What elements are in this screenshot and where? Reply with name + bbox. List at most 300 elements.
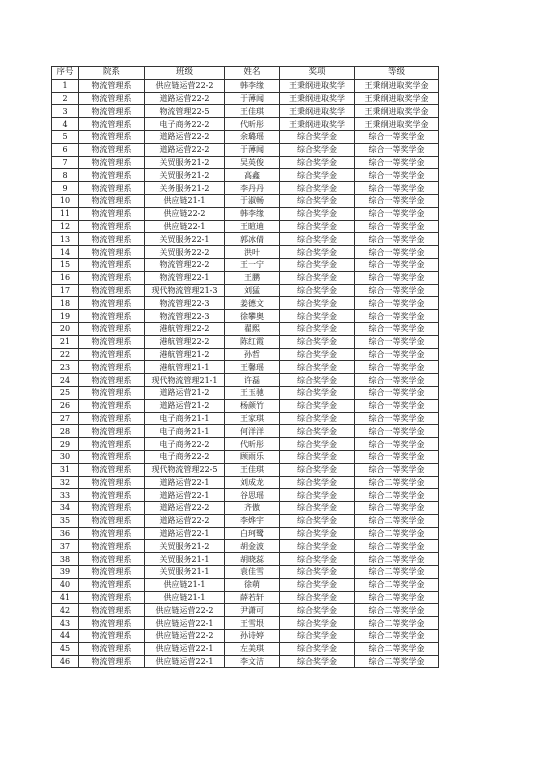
cell-index[interactable]: 24 [52, 374, 79, 387]
header-level[interactable]: 等级 [355, 67, 439, 80]
cell-class[interactable]: 港航管理21-1 [145, 361, 225, 374]
cell-department[interactable]: 物流管理系 [79, 655, 145, 668]
cell-class[interactable]: 供应链运营22-2 [145, 630, 225, 643]
cell-department[interactable]: 物流管理系 [79, 438, 145, 451]
cell-department[interactable]: 物流管理系 [79, 322, 145, 335]
cell-award[interactable]: 综合奖学金 [280, 194, 355, 207]
cell-class[interactable]: 关务服务21-2 [145, 182, 225, 195]
cell-level[interactable]: 综合二等奖学金 [355, 617, 439, 630]
cell-name[interactable]: 李烨宇 [225, 514, 280, 527]
cell-index[interactable]: 13 [52, 233, 79, 246]
cell-level[interactable]: 王秉纲进取奖学金 [355, 92, 439, 105]
table-row [52, 514, 439, 527]
cell-department[interactable]: 物流管理系 [79, 143, 145, 156]
cell-name[interactable]: 代昕彤 [225, 118, 280, 131]
table-row [52, 118, 439, 131]
cell-award[interactable]: 综合奖学金 [280, 361, 355, 374]
cell-index[interactable]: 42 [52, 604, 79, 617]
cell-department[interactable]: 物流管理系 [79, 258, 145, 271]
cell-index[interactable]: 37 [52, 540, 79, 553]
cell-department[interactable]: 物流管理系 [79, 156, 145, 169]
cell-award[interactable]: 综合奖学金 [280, 502, 355, 515]
cell-name[interactable]: 刘成龙 [225, 476, 280, 489]
table-row [52, 604, 439, 617]
cell-level[interactable]: 王秉纲进取奖学金 [355, 105, 439, 118]
cell-award[interactable]: 综合奖学金 [280, 450, 355, 463]
cell-index[interactable]: 44 [52, 630, 79, 643]
cell-name[interactable]: 陈红霞 [225, 335, 280, 348]
cell-department[interactable]: 物流管理系 [79, 271, 145, 284]
cell-level[interactable]: 综合二等奖学金 [355, 553, 439, 566]
cell-class[interactable]: 电子商务22-2 [145, 118, 225, 131]
cell-department[interactable]: 物流管理系 [79, 220, 145, 233]
cell-name[interactable]: 王玉驰 [225, 386, 280, 399]
header-index[interactable]: 序号 [52, 67, 79, 80]
cell-class[interactable]: 道路运营21-2 [145, 399, 225, 412]
cell-index[interactable]: 39 [52, 566, 79, 579]
cell-name[interactable]: 顾雨乐 [225, 450, 280, 463]
cell-class[interactable]: 供应链运营22-2 [145, 604, 225, 617]
table-row [52, 79, 439, 92]
cell-name[interactable]: 许磊 [225, 374, 280, 387]
cell-class[interactable]: 道路运营22-2 [145, 143, 225, 156]
cell-index[interactable]: 33 [52, 489, 79, 502]
cell-level[interactable]: 综合一等奖学金 [355, 386, 439, 399]
cell-department[interactable]: 物流管理系 [79, 130, 145, 143]
cell-award[interactable]: 综合奖学金 [280, 310, 355, 323]
cell-department[interactable]: 物流管理系 [79, 527, 145, 540]
cell-level[interactable]: 综合二等奖学金 [355, 502, 439, 515]
cell-level[interactable]: 综合二等奖学金 [355, 514, 439, 527]
cell-name[interactable]: 洪叶 [225, 246, 280, 259]
cell-department[interactable]: 物流管理系 [79, 118, 145, 131]
cell-award[interactable]: 综合奖学金 [280, 527, 355, 540]
table-row [52, 476, 439, 489]
cell-index[interactable]: 9 [52, 182, 79, 195]
cell-level[interactable]: 综合二等奖学金 [355, 578, 439, 591]
cell-index[interactable]: 22 [52, 348, 79, 361]
cell-department[interactable]: 物流管理系 [79, 386, 145, 399]
cell-award[interactable]: 王秉纲进取奖学 [280, 118, 355, 131]
cell-name[interactable]: 白珂鹭 [225, 527, 280, 540]
cell-award[interactable]: 综合奖学金 [280, 489, 355, 502]
cell-level[interactable]: 综合一等奖学金 [355, 374, 439, 387]
cell-index[interactable]: 2 [52, 92, 79, 105]
cell-name[interactable]: 吴英俊 [225, 156, 280, 169]
cell-name[interactable]: 李文洁 [225, 655, 280, 668]
table-row [52, 335, 439, 348]
cell-department[interactable]: 物流管理系 [79, 553, 145, 566]
cell-award[interactable]: 综合奖学金 [280, 246, 355, 259]
cell-class[interactable]: 供应链运营22-1 [145, 617, 225, 630]
cell-name[interactable]: 高鑫 [225, 169, 280, 182]
cell-department[interactable]: 物流管理系 [79, 502, 145, 515]
cell-index[interactable]: 34 [52, 502, 79, 515]
cell-index[interactable]: 11 [52, 207, 79, 220]
cell-class[interactable]: 关贸服务21-1 [145, 566, 225, 579]
cell-award[interactable]: 综合奖学金 [280, 220, 355, 233]
cell-index[interactable]: 30 [52, 450, 79, 463]
cell-class[interactable]: 港航管理21-2 [145, 348, 225, 361]
cell-level[interactable]: 综合二等奖学金 [355, 489, 439, 502]
cell-level[interactable]: 综合一等奖学金 [355, 463, 439, 476]
table-row [52, 463, 439, 476]
cell-level[interactable]: 综合一等奖学金 [355, 246, 439, 259]
table-row [52, 105, 439, 118]
cell-level[interactable]: 综合二等奖学金 [355, 591, 439, 604]
cell-level[interactable]: 综合一等奖学金 [355, 310, 439, 323]
cell-index[interactable]: 38 [52, 553, 79, 566]
cell-class[interactable]: 道路运营22-2 [145, 514, 225, 527]
cell-class[interactable]: 道路运营22-2 [145, 92, 225, 105]
cell-index[interactable]: 28 [52, 425, 79, 438]
cell-index[interactable]: 43 [52, 617, 79, 630]
cell-award[interactable]: 综合奖学金 [280, 297, 355, 310]
cell-name[interactable]: 胡金波 [225, 540, 280, 553]
cell-level[interactable]: 王秉纲进取奖学金 [355, 118, 439, 131]
cell-index[interactable]: 15 [52, 258, 79, 271]
cell-class[interactable]: 道路运营22-1 [145, 489, 225, 502]
header-name[interactable]: 姓名 [225, 67, 280, 80]
cell-level[interactable]: 综合一等奖学金 [355, 438, 439, 451]
cell-class[interactable]: 关贸服务22-2 [145, 246, 225, 259]
cell-class[interactable]: 电子商务22-2 [145, 438, 225, 451]
cell-class[interactable]: 道路运营22-1 [145, 476, 225, 489]
cell-name[interactable]: 王佳琪 [225, 463, 280, 476]
cell-index[interactable]: 10 [52, 194, 79, 207]
cell-class[interactable]: 供应链运营22-1 [145, 642, 225, 655]
cell-level[interactable]: 综合一等奖学金 [355, 182, 439, 195]
cell-class[interactable]: 供应链22-2 [145, 207, 225, 220]
cell-department[interactable]: 物流管理系 [79, 412, 145, 425]
cell-department[interactable]: 物流管理系 [79, 630, 145, 643]
cell-index[interactable]: 35 [52, 514, 79, 527]
cell-index[interactable]: 4 [52, 118, 79, 131]
cell-award[interactable]: 综合奖学金 [280, 271, 355, 284]
cell-department[interactable]: 物流管理系 [79, 79, 145, 92]
cell-department[interactable]: 物流管理系 [79, 450, 145, 463]
cell-level[interactable]: 综合一等奖学金 [355, 450, 439, 463]
cell-department[interactable]: 物流管理系 [79, 642, 145, 655]
cell-award[interactable]: 综合奖学金 [280, 604, 355, 617]
cell-name[interactable]: 袁佳雪 [225, 566, 280, 579]
cell-level[interactable]: 综合二等奖学金 [355, 630, 439, 643]
cell-index[interactable]: 6 [52, 143, 79, 156]
cell-award[interactable]: 王秉纲进取奖学 [280, 92, 355, 105]
cell-class[interactable]: 现代物流管理21-1 [145, 374, 225, 387]
cell-class[interactable]: 电子商务22-2 [145, 450, 225, 463]
cell-level[interactable]: 综合一等奖学金 [355, 169, 439, 182]
cell-class[interactable]: 物流管理22-2 [145, 258, 225, 271]
cell-name[interactable]: 于薄闻 [225, 92, 280, 105]
cell-class[interactable]: 关贸服务22-1 [145, 233, 225, 246]
cell-index[interactable]: 36 [52, 527, 79, 540]
cell-name[interactable]: 孙诗婷 [225, 630, 280, 643]
cell-name[interactable]: 杨颜竹 [225, 399, 280, 412]
header-department[interactable]: 院系 [79, 67, 145, 80]
cell-award[interactable]: 综合奖学金 [280, 617, 355, 630]
cell-department[interactable]: 物流管理系 [79, 361, 145, 374]
cell-level[interactable]: 综合一等奖学金 [355, 156, 439, 169]
cell-name[interactable]: 王鹏 [225, 271, 280, 284]
table-row [52, 425, 439, 438]
table-row [52, 182, 439, 195]
cell-level[interactable]: 综合一等奖学金 [355, 233, 439, 246]
cell-level[interactable]: 综合一等奖学金 [355, 194, 439, 207]
table-row [52, 502, 439, 515]
cell-name[interactable]: 于薄闻 [225, 143, 280, 156]
cell-index[interactable]: 8 [52, 169, 79, 182]
cell-department[interactable]: 物流管理系 [79, 194, 145, 207]
cell-award[interactable]: 综合奖学金 [280, 386, 355, 399]
cell-award[interactable]: 综合奖学金 [280, 463, 355, 476]
cell-level[interactable]: 综合一等奖学金 [355, 348, 439, 361]
cell-award[interactable]: 综合奖学金 [280, 335, 355, 348]
cell-name[interactable]: 孙哲 [225, 348, 280, 361]
cell-award[interactable]: 综合奖学金 [280, 476, 355, 489]
cell-level[interactable]: 王秉纲进取奖学金 [355, 79, 439, 92]
cell-index[interactable]: 46 [52, 655, 79, 668]
cell-name[interactable]: 王佳琪 [225, 105, 280, 118]
cell-award[interactable]: 综合奖学金 [280, 553, 355, 566]
cell-level[interactable]: 综合二等奖学金 [355, 566, 439, 579]
cell-index[interactable]: 32 [52, 476, 79, 489]
table-row [52, 297, 439, 310]
cell-name[interactable]: 谷思瑶 [225, 489, 280, 502]
cell-class[interactable]: 电子商务21-1 [145, 412, 225, 425]
cell-level[interactable]: 综合二等奖学金 [355, 540, 439, 553]
cell-name[interactable]: 姜德文 [225, 297, 280, 310]
cell-award[interactable]: 综合奖学金 [280, 514, 355, 527]
cell-award[interactable]: 综合奖学金 [280, 399, 355, 412]
cell-name[interactable]: 王家琪 [225, 412, 280, 425]
cell-department[interactable]: 物流管理系 [79, 399, 145, 412]
cell-class[interactable]: 物流管理22-1 [145, 271, 225, 284]
cell-class[interactable]: 物流管理22-3 [145, 310, 225, 323]
cell-award[interactable]: 综合奖学金 [280, 655, 355, 668]
cell-award[interactable]: 综合奖学金 [280, 156, 355, 169]
cell-level[interactable]: 综合一等奖学金 [355, 258, 439, 271]
cell-department[interactable]: 物流管理系 [79, 514, 145, 527]
cell-department[interactable]: 物流管理系 [79, 463, 145, 476]
cell-name[interactable]: 余璐瑶 [225, 130, 280, 143]
cell-award[interactable]: 综合奖学金 [280, 438, 355, 451]
cell-department[interactable]: 物流管理系 [79, 374, 145, 387]
cell-class[interactable]: 供应链运营22-2 [145, 79, 225, 92]
cell-award[interactable]: 综合奖学金 [280, 169, 355, 182]
cell-department[interactable]: 物流管理系 [79, 335, 145, 348]
cell-index[interactable]: 19 [52, 310, 79, 323]
cell-index[interactable]: 26 [52, 399, 79, 412]
cell-award[interactable]: 综合奖学金 [280, 284, 355, 297]
cell-class[interactable]: 关贸服务21-2 [145, 156, 225, 169]
cell-class[interactable]: 物流管理22-5 [145, 105, 225, 118]
cell-class[interactable]: 港航管理22-2 [145, 322, 225, 335]
cell-award[interactable]: 综合奖学金 [280, 207, 355, 220]
cell-index[interactable]: 27 [52, 412, 79, 425]
table-row [52, 566, 439, 579]
cell-name[interactable]: 翟熙 [225, 322, 280, 335]
cell-index[interactable]: 31 [52, 463, 79, 476]
cell-class[interactable]: 供应链21-1 [145, 194, 225, 207]
cell-name[interactable]: 王馨瑶 [225, 361, 280, 374]
cell-index[interactable]: 45 [52, 642, 79, 655]
cell-index[interactable]: 14 [52, 246, 79, 259]
cell-level[interactable]: 综合一等奖学金 [355, 297, 439, 310]
cell-award[interactable]: 综合奖学金 [280, 578, 355, 591]
cell-department[interactable]: 物流管理系 [79, 348, 145, 361]
cell-name[interactable]: 代昕彤 [225, 438, 280, 451]
cell-department[interactable]: 物流管理系 [79, 591, 145, 604]
cell-class[interactable]: 关贸服务21-2 [145, 169, 225, 182]
table-row [52, 246, 439, 259]
cell-class[interactable]: 供应链运营22-1 [145, 655, 225, 668]
cell-index[interactable]: 41 [52, 591, 79, 604]
cell-name[interactable]: 徐攀奥 [225, 310, 280, 323]
cell-class[interactable]: 现代物流管理22-5 [145, 463, 225, 476]
cell-name[interactable]: 韩李缘 [225, 79, 280, 92]
cell-award[interactable]: 综合奖学金 [280, 143, 355, 156]
cell-award[interactable]: 综合奖学金 [280, 258, 355, 271]
cell-department[interactable]: 物流管理系 [79, 617, 145, 630]
cell-index[interactable]: 12 [52, 220, 79, 233]
cell-level[interactable]: 综合一等奖学金 [355, 284, 439, 297]
cell-department[interactable]: 物流管理系 [79, 425, 145, 438]
cell-award[interactable]: 综合奖学金 [280, 630, 355, 643]
cell-level[interactable]: 综合一等奖学金 [355, 220, 439, 233]
cell-level[interactable]: 综合二等奖学金 [355, 604, 439, 617]
cell-name[interactable]: 于淑畅 [225, 194, 280, 207]
cell-index[interactable]: 18 [52, 297, 79, 310]
cell-index[interactable]: 20 [52, 322, 79, 335]
cell-class[interactable]: 供应链22-1 [145, 220, 225, 233]
cell-level[interactable]: 综合一等奖学金 [355, 399, 439, 412]
cell-award[interactable]: 综合奖学金 [280, 130, 355, 143]
cell-index[interactable]: 40 [52, 578, 79, 591]
table-row [52, 386, 439, 399]
cell-class[interactable]: 供应链21-1 [145, 578, 225, 591]
cell-department[interactable]: 物流管理系 [79, 169, 145, 182]
cell-department[interactable]: 物流管理系 [79, 297, 145, 310]
cell-class[interactable]: 关贸服务21-2 [145, 540, 225, 553]
cell-department[interactable]: 物流管理系 [79, 540, 145, 553]
cell-award[interactable]: 王秉纲进取奖学 [280, 79, 355, 92]
cell-class[interactable]: 道路运营22-1 [145, 527, 225, 540]
cell-class[interactable]: 电子商务21-1 [145, 425, 225, 438]
header-award[interactable]: 奖项 [280, 67, 355, 80]
cell-index[interactable]: 17 [52, 284, 79, 297]
cell-class[interactable]: 现代物流管理21-3 [145, 284, 225, 297]
cell-class[interactable]: 关贸服务21-1 [145, 553, 225, 566]
cell-department[interactable]: 物流管理系 [79, 233, 145, 246]
cell-award[interactable]: 综合奖学金 [280, 182, 355, 195]
cell-department[interactable]: 物流管理系 [79, 489, 145, 502]
cell-index[interactable]: 29 [52, 438, 79, 451]
cell-department[interactable]: 物流管理系 [79, 566, 145, 579]
cell-level[interactable]: 综合一等奖学金 [355, 361, 439, 374]
cell-department[interactable]: 物流管理系 [79, 578, 145, 591]
cell-award[interactable]: 综合奖学金 [280, 322, 355, 335]
cell-department[interactable]: 物流管理系 [79, 105, 145, 118]
header-class[interactable]: 班级 [145, 67, 225, 80]
cell-index[interactable]: 25 [52, 386, 79, 399]
cell-award[interactable]: 综合奖学金 [280, 540, 355, 553]
cell-name[interactable]: 王雪垠 [225, 617, 280, 630]
cell-class[interactable]: 供应链21-1 [145, 591, 225, 604]
cell-level[interactable]: 综合一等奖学金 [355, 130, 439, 143]
cell-class[interactable]: 物流管理22-3 [145, 297, 225, 310]
cell-name[interactable]: 王一宁 [225, 258, 280, 271]
cell-level[interactable]: 综合二等奖学金 [355, 476, 439, 489]
cell-level[interactable]: 综合一等奖学金 [355, 207, 439, 220]
cell-name[interactable]: 胡晓蕊 [225, 553, 280, 566]
cell-name[interactable]: 郭冰倩 [225, 233, 280, 246]
cell-name[interactable]: 刘猛 [225, 284, 280, 297]
cell-level[interactable]: 综合一等奖学金 [355, 335, 439, 348]
cell-award[interactable]: 综合奖学金 [280, 642, 355, 655]
cell-level[interactable]: 综合一等奖学金 [355, 322, 439, 335]
cell-index[interactable]: 7 [52, 156, 79, 169]
cell-department[interactable]: 物流管理系 [79, 92, 145, 105]
cell-class[interactable]: 港航管理22-2 [145, 335, 225, 348]
cell-department[interactable]: 物流管理系 [79, 284, 145, 297]
cell-name[interactable]: 薛若轩 [225, 591, 280, 604]
cell-name[interactable]: 尹潇可 [225, 604, 280, 617]
cell-award[interactable]: 综合奖学金 [280, 374, 355, 387]
table-row [52, 143, 439, 156]
cell-department[interactable]: 物流管理系 [79, 207, 145, 220]
cell-level[interactable]: 综合一等奖学金 [355, 425, 439, 438]
cell-index[interactable]: 21 [52, 335, 79, 348]
cell-department[interactable]: 物流管理系 [79, 476, 145, 489]
cell-award[interactable]: 综合奖学金 [280, 233, 355, 246]
table-row [52, 399, 439, 412]
cell-award[interactable]: 综合奖学金 [280, 566, 355, 579]
scholarship-table [51, 66, 439, 668]
cell-class[interactable]: 道路运营22-2 [145, 130, 225, 143]
cell-class[interactable]: 道路运营22-2 [145, 502, 225, 515]
cell-department[interactable]: 物流管理系 [79, 182, 145, 195]
cell-name[interactable]: 韩李缘 [225, 207, 280, 220]
cell-index[interactable]: 3 [52, 105, 79, 118]
cell-index[interactable]: 5 [52, 130, 79, 143]
cell-department[interactable]: 物流管理系 [79, 604, 145, 617]
cell-department[interactable]: 物流管理系 [79, 310, 145, 323]
cell-level[interactable]: 综合二等奖学金 [355, 655, 439, 668]
cell-department[interactable]: 物流管理系 [79, 246, 145, 259]
cell-name[interactable]: 徐萌 [225, 578, 280, 591]
cell-level[interactable]: 综合一等奖学金 [355, 412, 439, 425]
cell-award[interactable]: 综合奖学金 [280, 591, 355, 604]
cell-level[interactable]: 综合一等奖学金 [355, 143, 439, 156]
cell-index[interactable]: 23 [52, 361, 79, 374]
cell-name[interactable]: 王暄迪 [225, 220, 280, 233]
cell-index[interactable]: 16 [52, 271, 79, 284]
cell-class[interactable]: 道路运营21-2 [145, 386, 225, 399]
cell-award[interactable]: 综合奖学金 [280, 412, 355, 425]
cell-level[interactable]: 综合一等奖学金 [355, 271, 439, 284]
cell-name[interactable]: 左美琪 [225, 642, 280, 655]
cell-level[interactable]: 综合二等奖学金 [355, 527, 439, 540]
cell-level[interactable]: 综合二等奖学金 [355, 642, 439, 655]
cell-award[interactable]: 王秉纲进取奖学 [280, 105, 355, 118]
cell-index[interactable]: 1 [52, 79, 79, 92]
cell-name[interactable]: 何洋洋 [225, 425, 280, 438]
cell-name[interactable]: 李丹丹 [225, 182, 280, 195]
cell-award[interactable]: 综合奖学金 [280, 348, 355, 361]
cell-award[interactable]: 综合奖学金 [280, 425, 355, 438]
cell-name[interactable]: 齐傲 [225, 502, 280, 515]
